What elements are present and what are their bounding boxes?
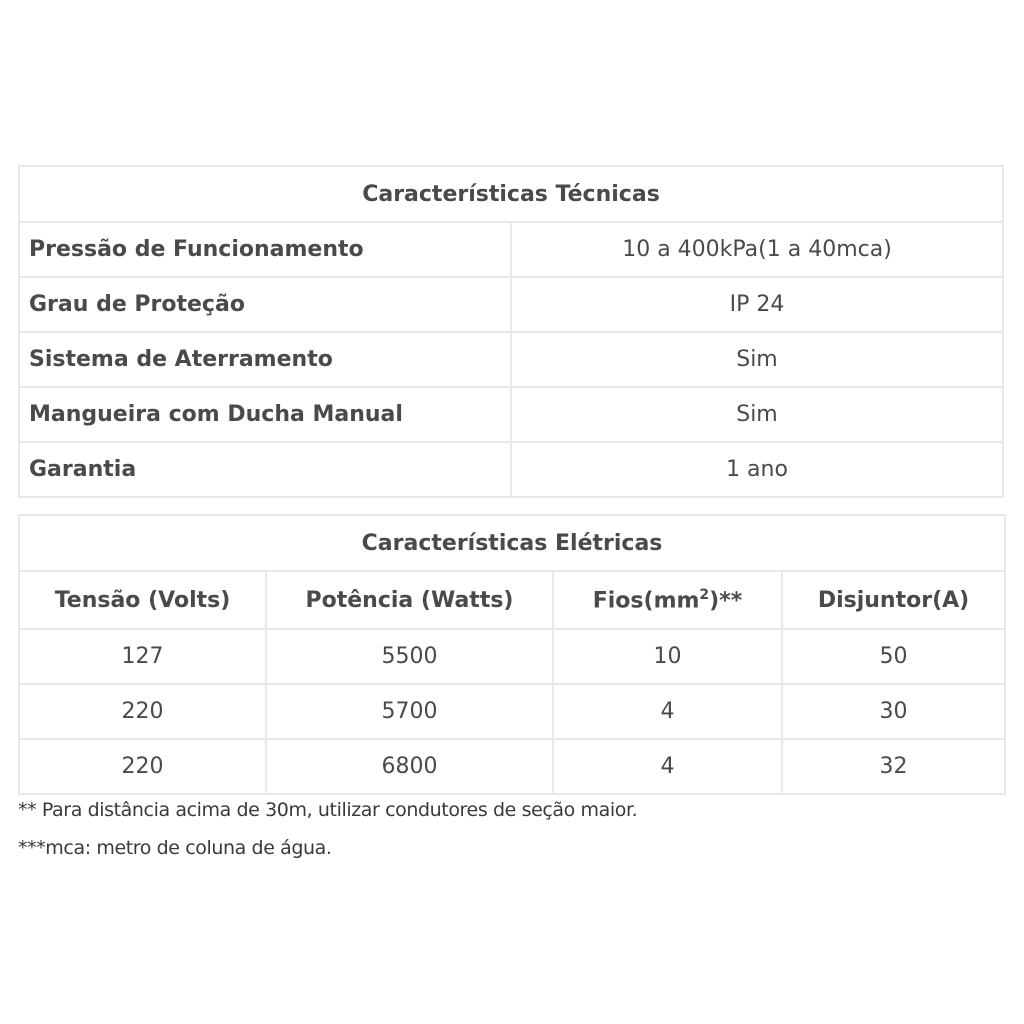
column-header-fios-suffix: )** [709, 588, 743, 614]
cell-disjuntor: 32 [782, 739, 1005, 794]
cell-disjuntor: 50 [782, 629, 1005, 684]
table-title-row [19, 166, 1003, 222]
superscript-two: 2 [699, 586, 710, 603]
spec-value: 1 ano [511, 442, 1003, 497]
spec-label: Mangueira com Ducha Manual [19, 387, 511, 442]
footnote-mca: ***mca: metro de coluna de água. [18, 837, 332, 859]
cell-fios: 4 [553, 739, 782, 794]
table-title: Características Elétricas [19, 515, 1005, 571]
column-header-tensao: Tensão (Volts) [19, 571, 266, 629]
column-header-fios [553, 571, 782, 629]
spec-label: Pressão de Funcionamento [19, 222, 511, 277]
table-row [19, 684, 1005, 739]
cell-tensao: 220 [19, 684, 266, 739]
spec-value: Sim [511, 332, 1003, 387]
cell-potencia: 5700 [266, 684, 553, 739]
table-row [19, 332, 1003, 387]
spec-value: 10 a 400kPa(1 a 40mca) [511, 222, 1003, 277]
table-row [19, 739, 1005, 794]
table-row [19, 277, 1003, 332]
cell-fios: 10 [553, 629, 782, 684]
table-row [19, 222, 1003, 277]
electrical-specs-table [18, 514, 1006, 795]
column-header-disjuntor: Disjuntor(A) [782, 571, 1005, 629]
table-row [19, 442, 1003, 497]
spec-value: Sim [511, 387, 1003, 442]
cell-tensao: 127 [19, 629, 266, 684]
cell-disjuntor: 30 [782, 684, 1005, 739]
table-row [19, 629, 1005, 684]
spec-label: Garantia [19, 442, 511, 497]
spec-label: Sistema de Aterramento [19, 332, 511, 387]
technical-specs-table [18, 165, 1004, 498]
table-title-row [19, 515, 1005, 571]
footnote-distance: ** Para distância acima de 30m, utilizar condutores de seção maior. [18, 799, 638, 821]
cell-potencia: 6800 [266, 739, 553, 794]
table-row [19, 387, 1003, 442]
spec-value: IP 24 [511, 277, 1003, 332]
column-header-potencia: Potência (Watts) [266, 571, 553, 629]
table-title: Características Técnicas [19, 166, 1003, 222]
cell-potencia: 5500 [266, 629, 553, 684]
cell-fios: 4 [553, 684, 782, 739]
table-header-row [19, 571, 1005, 629]
cell-tensao: 220 [19, 739, 266, 794]
spec-label: Grau de Proteção [19, 277, 511, 332]
column-header-fios-prefix: Fios(mm [592, 588, 700, 614]
